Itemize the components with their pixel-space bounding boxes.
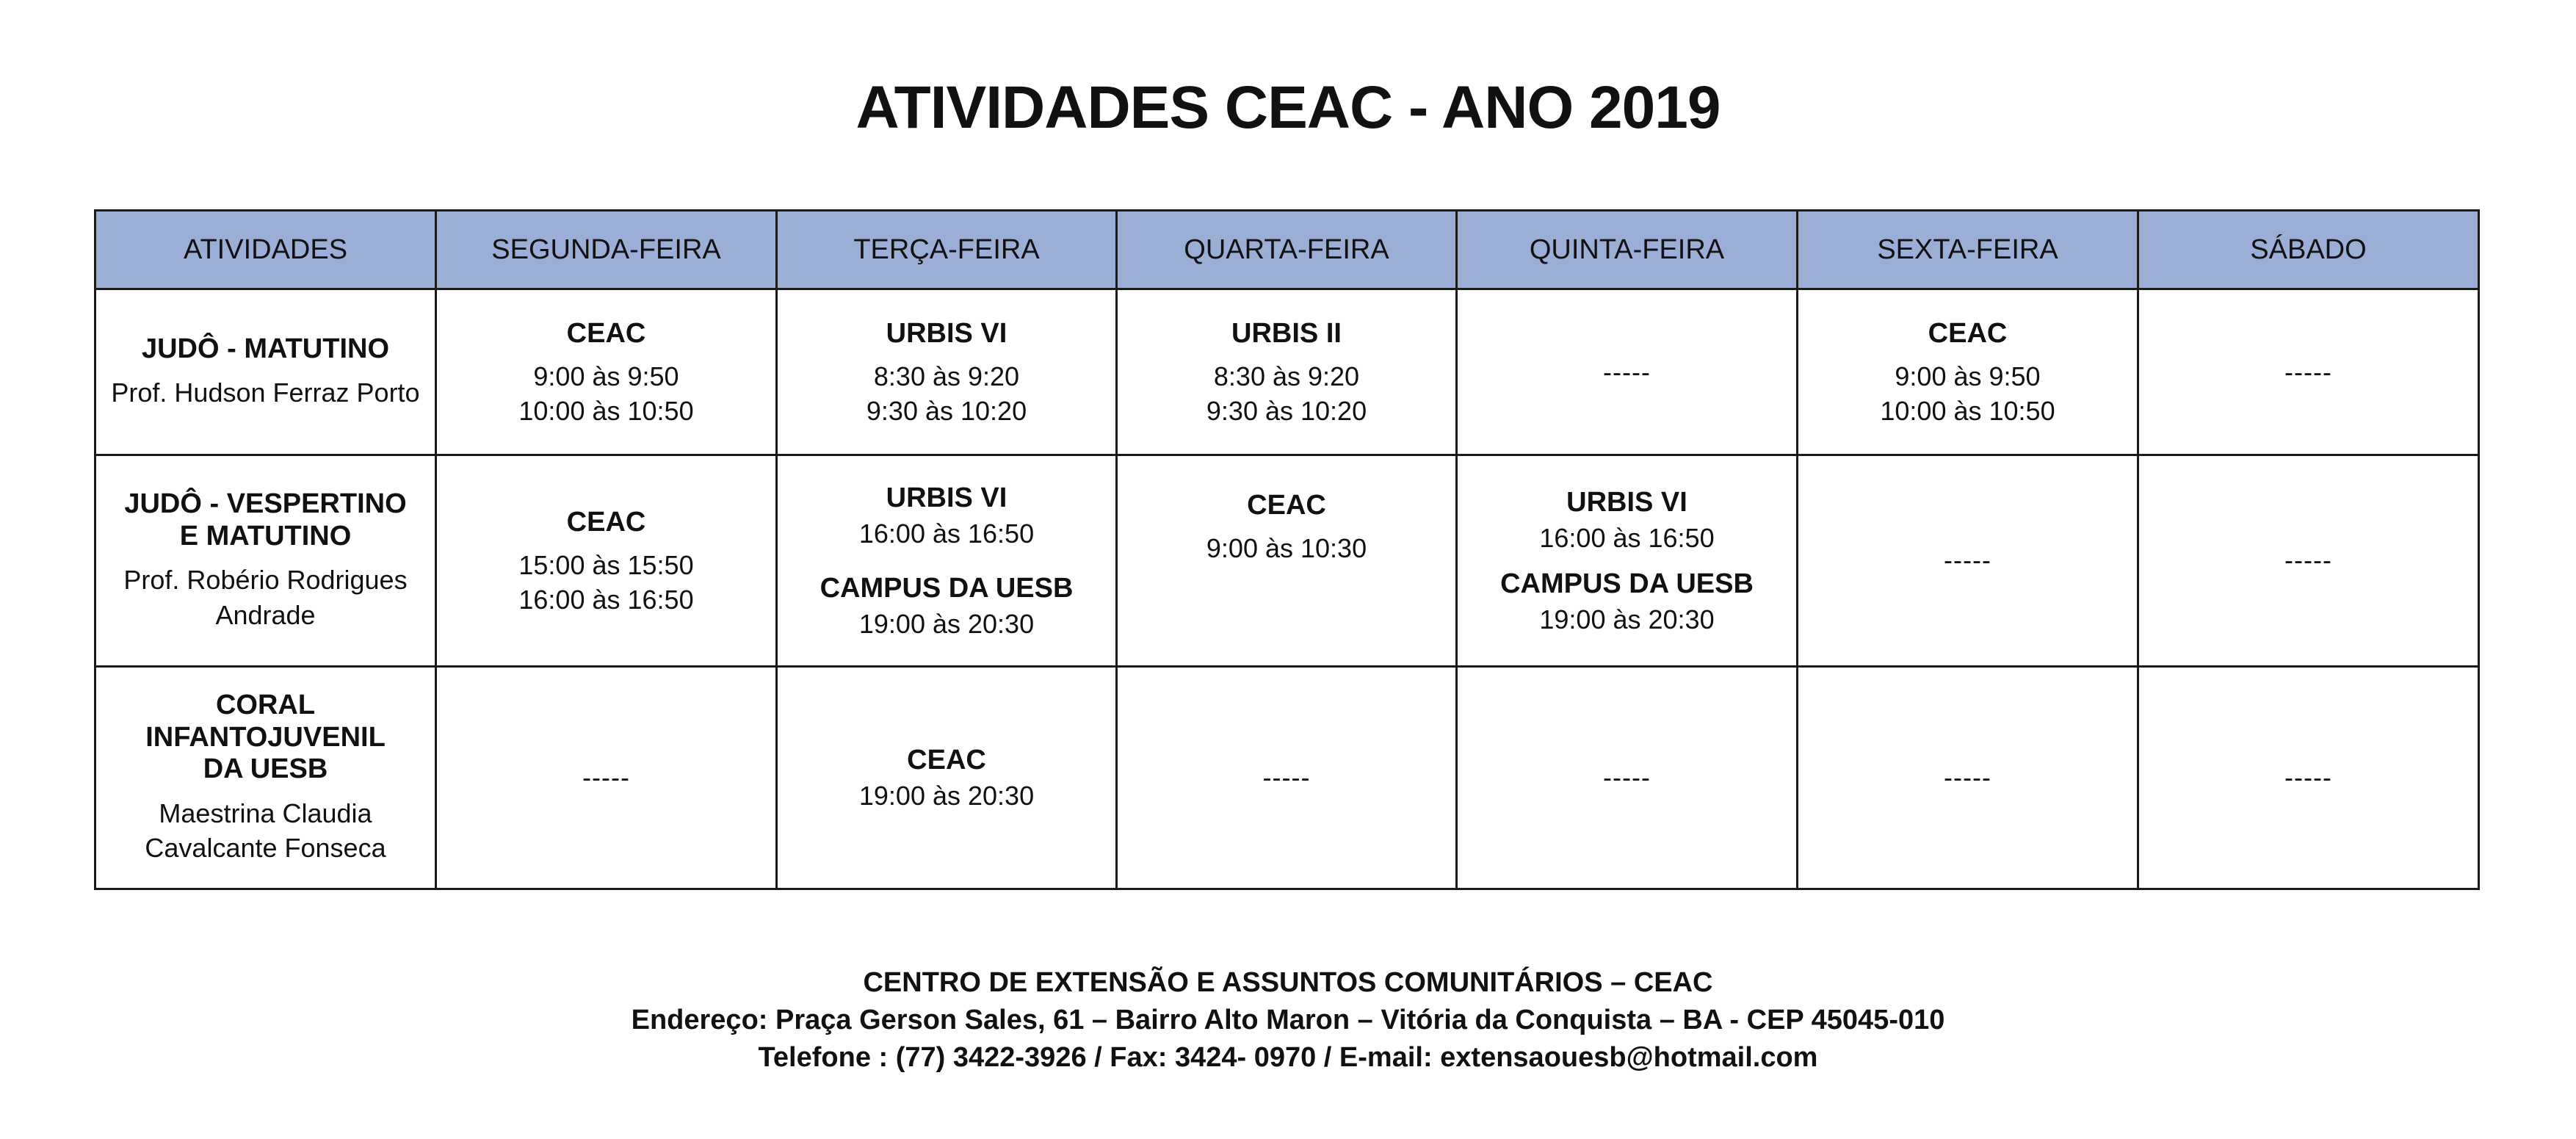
activity-teacher: Cavalcante Fonseca	[145, 833, 386, 864]
location: CAMPUS DA UESB	[1500, 568, 1754, 600]
activity-teacher: Maestrina Claudia	[159, 798, 372, 828]
location: CEAC	[907, 745, 986, 776]
time-slot: 16:00 às 16:50	[518, 585, 694, 615]
time-slot: 8:30 às 9:20	[873, 361, 1020, 391]
table-row	[95, 289, 2479, 455]
schedule-cell	[1117, 455, 1457, 666]
time-slot: 15:00 às 15:50	[518, 549, 694, 580]
location: CEAC	[566, 506, 646, 538]
time-slot: 9:00 às 10:30	[1206, 532, 1367, 563]
schedule-cell	[777, 666, 1117, 889]
activity-name	[101, 488, 430, 552]
time-slot: 8:30 às 9:20	[1213, 361, 1360, 391]
schedule-cell	[436, 289, 777, 455]
schedule-cell	[777, 289, 1117, 455]
empty-dash: -----	[1603, 762, 1651, 793]
activity-name	[101, 690, 430, 786]
schedule-cell-empty	[2138, 289, 2479, 455]
activity-name: JUDÔ - MATUTINO	[141, 333, 390, 364]
schedule-cell	[777, 455, 1117, 666]
time-slot: 19:00 às 20:30	[858, 781, 1035, 811]
footer-address: Endereço: Praça Gerson Sales, 61 – Bairro Alto Maron – Vitória da Conquista – BA - CEP 45045-010	[631, 1005, 1945, 1035]
schedule-cell-empty	[1117, 666, 1457, 889]
empty-dash: -----	[1944, 545, 1991, 576]
location: URBIS VI	[1566, 486, 1687, 518]
activity-name-line: CORAL INFANTOJUVENIL	[145, 689, 386, 753]
schedule-cell-empty	[1798, 666, 2138, 889]
header-terca: TERÇA-FEIRA	[777, 211, 1117, 289]
activity-name-line: DA UESB	[203, 753, 328, 785]
location: URBIS VI	[886, 482, 1007, 513]
time-slot: 19:00 às 20:30	[858, 609, 1035, 640]
schedule-cell	[1117, 289, 1457, 455]
empty-dash: -----	[2284, 356, 2332, 387]
location: URBIS II	[1231, 317, 1342, 349]
activity-cell	[95, 666, 436, 889]
schedule-cell-empty	[2138, 455, 2479, 666]
header-sabado: SÁBADO	[2138, 211, 2479, 289]
schedule-cell-empty	[1798, 455, 2138, 666]
schedule-cell-empty	[1457, 289, 1798, 455]
footer-contact: Telefone : (77) 3422-3926 / Fax: 3424- 0970 / E-mail: extensaouesb@hotmail.com	[758, 1042, 1818, 1073]
schedule-cell-empty	[436, 666, 777, 889]
activity-name-line: E MATUTINO	[179, 520, 352, 552]
time-slot: 19:00 às 20:30	[1539, 604, 1715, 635]
footer-org-name: CENTRO DE EXTENSÃO E ASSUNTOS COMUNITÁRIOS – CEAC	[863, 967, 1713, 998]
empty-dash: -----	[2284, 762, 2332, 793]
schedule-cell	[1457, 455, 1798, 666]
schedule-cell-empty	[2138, 666, 2479, 889]
location: CEAC	[1247, 489, 1326, 521]
schedule-cell	[1798, 289, 2138, 455]
header-segunda: SEGUNDA-FEIRA	[436, 211, 777, 289]
activity-teacher: Andrade	[215, 599, 316, 630]
header-sexta: SEXTA-FEIRA	[1798, 211, 2138, 289]
time-slot: 16:00 às 16:50	[858, 518, 1035, 549]
time-slot: 16:00 às 16:50	[1539, 522, 1715, 553]
activity-teacher: Prof. Robério Rodrigues	[123, 565, 408, 596]
activity-cell	[95, 455, 436, 666]
table-row	[95, 666, 2479, 889]
time-slot: 10:00 às 10:50	[518, 396, 694, 427]
location: CEAC	[1928, 317, 2008, 349]
time-slot: 10:00 às 10:50	[1880, 396, 2055, 427]
location: CEAC	[566, 317, 646, 349]
table-row	[95, 455, 2479, 666]
schedule-cell	[436, 455, 777, 666]
time-slot: 9:00 às 9:50	[1895, 361, 2041, 391]
activity-teacher: Prof. Hudson Ferraz Porto	[111, 377, 420, 408]
activity-name-line: JUDÔ - VESPERTINO	[124, 488, 407, 519]
header-row	[95, 211, 2479, 289]
empty-dash: -----	[1944, 762, 1991, 793]
empty-dash: -----	[582, 762, 630, 793]
empty-dash: -----	[1603, 356, 1651, 387]
empty-dash: -----	[1262, 762, 1311, 793]
location: CAMPUS DA UESB	[820, 573, 1074, 604]
header-quarta: QUARTA-FEIRA	[1117, 211, 1457, 289]
empty-dash: -----	[2284, 545, 2332, 576]
time-slot: 9:30 às 10:20	[1206, 396, 1367, 427]
page-title: ATIVIDADES CEAC - ANO 2019	[855, 74, 1721, 141]
header-quinta: QUINTA-FEIRA	[1457, 211, 1798, 289]
activity-cell	[95, 289, 436, 455]
schedule-cell-empty	[1457, 666, 1798, 889]
header-atividades: ATIVIDADES	[95, 211, 436, 289]
schedule-table	[94, 209, 2480, 890]
time-slot: 9:30 às 10:20	[866, 396, 1027, 427]
time-slot: 9:00 às 9:50	[533, 361, 679, 391]
location: URBIS VI	[886, 317, 1007, 349]
